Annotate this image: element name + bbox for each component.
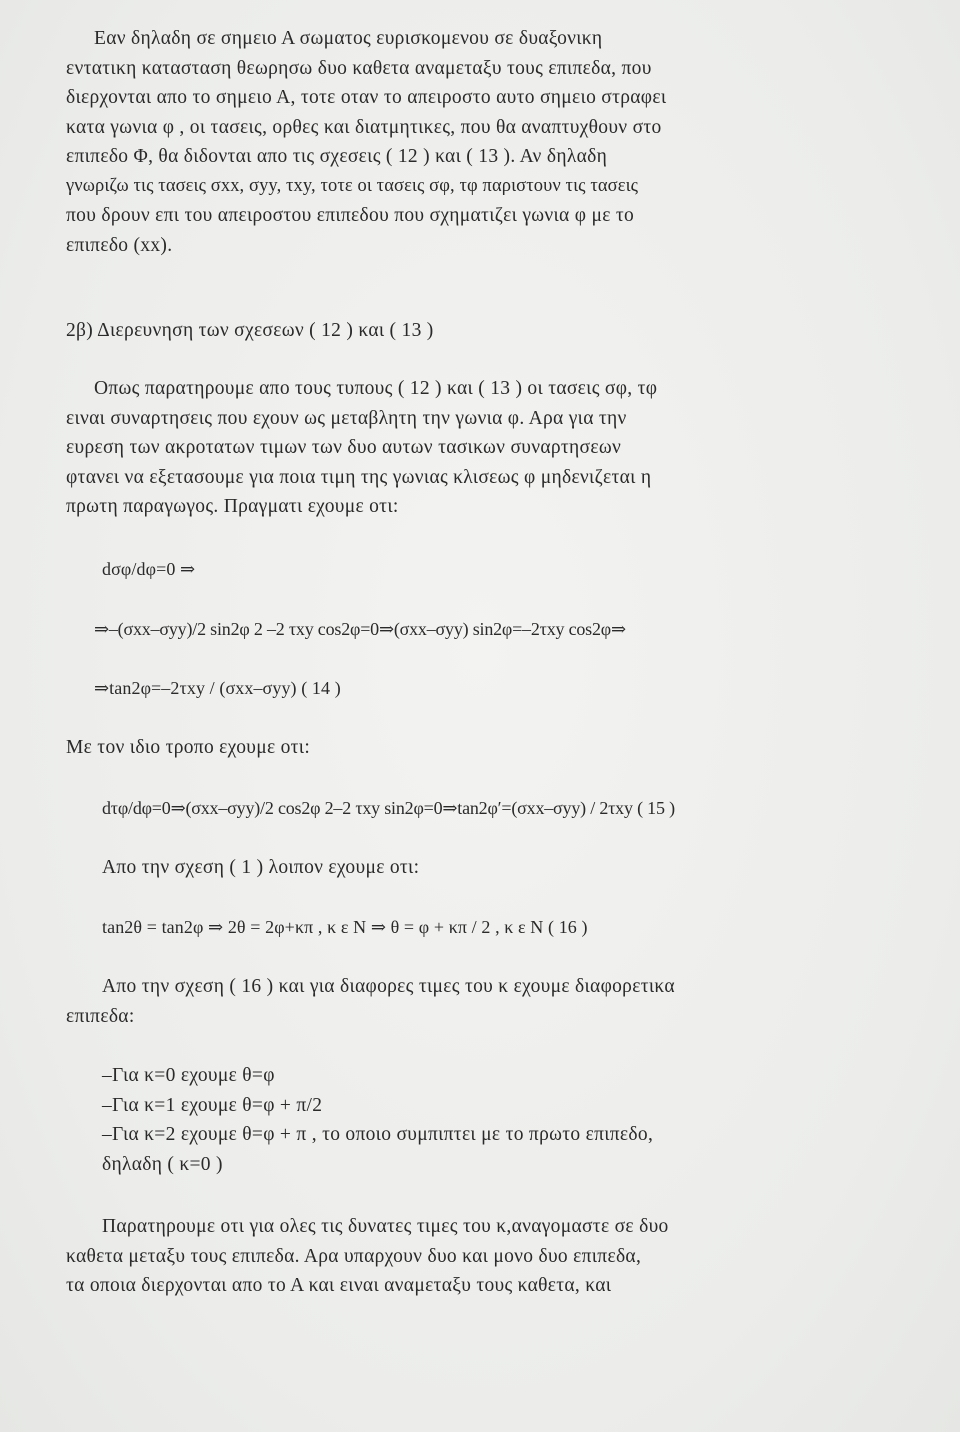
paragraph-line: εντατικη κατασταση θεωρησω δυο καθετα αναμεταξυ τους επιπεδα, που <box>66 57 652 79</box>
paragraph-line: που δρουν επι του απειροστου επιπεδου που σχηματιζει γωνια φ με το <box>66 205 635 226</box>
paragraph-2 <box>0 374 657 522</box>
paragraph-line: πρωτη παραγωγος. Πραγματι εχουμε οτι: <box>66 496 399 517</box>
text-same-way: Με τον ιδιο τροπο εχουμε οτι: <box>66 737 311 758</box>
paragraph-line: καθετα μεταξυ τους επιπεδα. Αρα υπαρχουν δυο και μονο δυο επιπεδα, <box>66 1245 642 1267</box>
equation-15: dτφ/dφ=0⇒(σxx–σyy)/2 cos2φ 2–2 τxy sin2φ=0⇒tan2φ′=(σxx–σyy) / 2τxy ( 15 ) <box>102 798 675 818</box>
case-item: –Για κ=2 εχουμε θ=φ + π , το οποιο συμπιπτει με το πρωτο επιπεδο, <box>102 1124 654 1145</box>
cases-list <box>0 1061 653 1179</box>
paragraph-line: Οπως παρατηρουμε απο τους τυπους ( 12 ) και ( 13 ) οι τασεις σφ, τφ <box>94 378 658 399</box>
equation-derivative-expanded: ⇒–(σxx–σyy)/2 sin2φ 2 –2 τxy cos2φ=0⇒(σxx–σyy) sin2φ=–2τxy cos2φ⇒ <box>94 619 626 639</box>
paragraph-line: τα οποια διερχονται απο το Α και ειναι αναμεταξυ τους καθετα, και <box>66 1275 612 1296</box>
paragraph-line: επιπεδα: <box>66 1005 135 1027</box>
case-item: –Για κ=1 εχουμε θ=φ + π/2 <box>102 1094 323 1116</box>
equation-derivative-normal: dσφ/dφ=0 ⇒ <box>102 559 196 579</box>
paragraph-line: ευρεση των ακροτατων τιμων των δυο αυτων τασικων συναρτησεων <box>66 437 622 458</box>
equation-16: tan2θ = tan2φ ⇒ 2θ = 2φ+κπ , κ ε Ν ⇒ θ = φ + κπ / 2 , κ ε Ν ( 16 ) <box>102 917 588 937</box>
case-item: δηλαδη ( κ=0 ) <box>102 1153 223 1175</box>
paragraph-line: Εαν δηλαδη σε σημειο Α σωματος ευρισκομενου σε δυαξονικη <box>94 28 603 49</box>
paragraph-line: γνωριζω τις τασεις σxx, σyy, τxy, τοτε οι τασεις σφ, τφ παριστουν τις τασεις <box>66 175 639 196</box>
paragraph-line: ειναι συναρτησεις που εχουν ως μεταβλητη την γωνια φ. Αρα για την <box>66 407 627 429</box>
text-from-relation-1: Απο την σχεση ( 1 ) λοιπον εχουμε οτι: <box>102 857 420 878</box>
paragraph-4 <box>0 1212 669 1301</box>
paragraph-1 <box>0 24 666 260</box>
paragraph-line: Απο την σχεση ( 16 ) και για διαφορες τιμες του κ εχουμε διαφορετικα <box>102 976 675 997</box>
section-heading: 2β) Διερευνηση των σχεσεων ( 12 ) και ( 13 ) <box>66 320 434 341</box>
paragraph-3 <box>0 972 675 1031</box>
paragraph-line: φτανει να εξετασουμε για ποια τιμη της γωνιας κλισεως φ μηδενιζεται η <box>66 466 652 488</box>
paragraph-line: επιπεδο (xx). <box>66 234 173 256</box>
paragraph-line: επιπεδο Φ, θα διδονται απο τις σχεσεις ( 12 ) και ( 13 ). Αν δηλαδη <box>66 146 608 167</box>
paragraph-line: κατα γωνια φ , οι τασεις, ορθες και διατμητικες, που θα αναπτυχθουν στο <box>66 116 662 138</box>
paragraph-line: διερχονται απο το σημειο Α, τοτε οταν το απειροστο αυτο σημειο στραφει <box>66 87 667 108</box>
case-item: –Για κ=0 εχουμε θ=φ <box>102 1065 275 1086</box>
paragraph-line: Παρατηρουμε οτι για ολες τις δυνατες τιμες του κ,αναγομαστε σε δυο <box>102 1216 669 1237</box>
equation-14: ⇒tan2φ=–2τxy / (σxx–σyy) ( 14 ) <box>94 678 341 698</box>
